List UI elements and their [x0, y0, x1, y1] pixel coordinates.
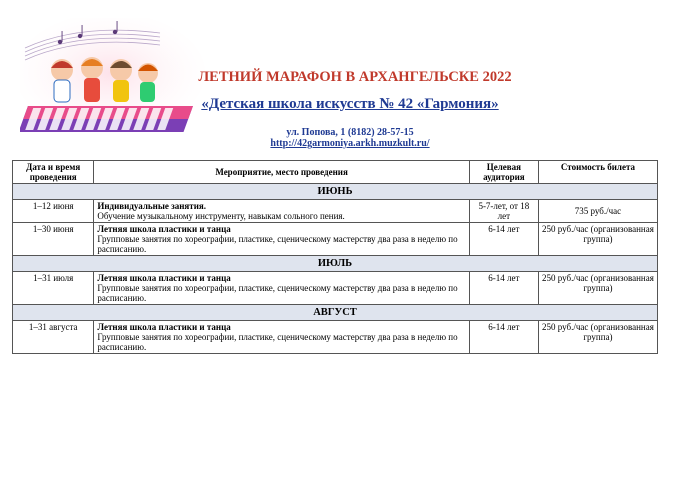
schedule-table — [12, 160, 658, 354]
event-title-cell: Летняя школа пластики и танца — [97, 224, 231, 234]
header-audience: Целевая аудитория — [469, 161, 538, 184]
month-row-june — [13, 184, 658, 200]
header-date: Дата и время проведения — [13, 161, 94, 184]
event-title-cell: Летняя школа пластики и танца — [97, 273, 231, 283]
month-row-august — [13, 305, 658, 321]
event-title: ЛЕТНИЙ МАРАФОН В АРХАНГЕЛЬСКЕ 2022 — [198, 69, 512, 85]
month-label: ИЮНЬ — [13, 184, 658, 200]
row-price: 735 руб./час — [538, 200, 657, 223]
table-row — [13, 200, 658, 223]
row-audience: 5-7-лет, от 18 лет — [469, 200, 538, 223]
row-event — [94, 200, 469, 223]
header-event: Мероприятие, место проведения — [94, 161, 469, 184]
row-date: 1–30 июня — [13, 223, 94, 256]
table-row — [13, 223, 658, 256]
event-description: Групповые занятия по хореографии, пластике, сценическому мастерству два раза в неделю по расписанию. — [97, 283, 458, 303]
event-description: Групповые занятия по хореографии, пластике, сценическому мастерству два раза в неделю по расписанию. — [97, 332, 458, 352]
row-audience: 6-14 лет — [469, 272, 538, 305]
row-price: 250 руб./час (организованная группа) — [538, 321, 657, 354]
table-row — [13, 321, 658, 354]
event-title-cell: Летняя школа пластики и танца — [97, 322, 231, 332]
row-date: 1–31 июля — [13, 272, 94, 305]
row-event — [94, 223, 469, 256]
month-row-july — [13, 256, 658, 272]
row-price: 250 руб./час (организованная группа) — [538, 223, 657, 256]
kids-piano-logo — [20, 18, 210, 138]
month-label: АВГУСТ — [13, 305, 658, 321]
school-name: «Детская школа искусств № 42 «Гармония» — [201, 96, 499, 112]
row-price: 250 руб./час (организованная группа) — [538, 272, 657, 305]
table-header-row — [13, 161, 658, 184]
month-label: ИЮЛЬ — [13, 256, 658, 272]
row-date: 1–12 июня — [13, 200, 94, 223]
row-audience: 6-14 лет — [469, 321, 538, 354]
row-event — [94, 272, 469, 305]
event-description: Обучение музыкальному инструменту, навыкам сольного пения. — [97, 211, 345, 221]
row-audience: 6-14 лет — [469, 223, 538, 256]
header-price: Стоимость билета — [538, 161, 657, 184]
event-title-cell: Индивидуальные занятия. — [97, 201, 207, 211]
row-event — [94, 321, 469, 354]
table-row — [13, 272, 658, 305]
school-address: ул. Попова, 1 (8182) 28-57-15 — [286, 127, 414, 138]
school-website-link[interactable]: http://42garmoniya.arkh.muzkult.ru/ — [270, 138, 430, 149]
event-description: Групповые занятия по хореографии, пластике, сценическому мастерству два раза в неделю по расписанию. — [97, 234, 458, 254]
row-date: 1–31 августа — [13, 321, 94, 354]
